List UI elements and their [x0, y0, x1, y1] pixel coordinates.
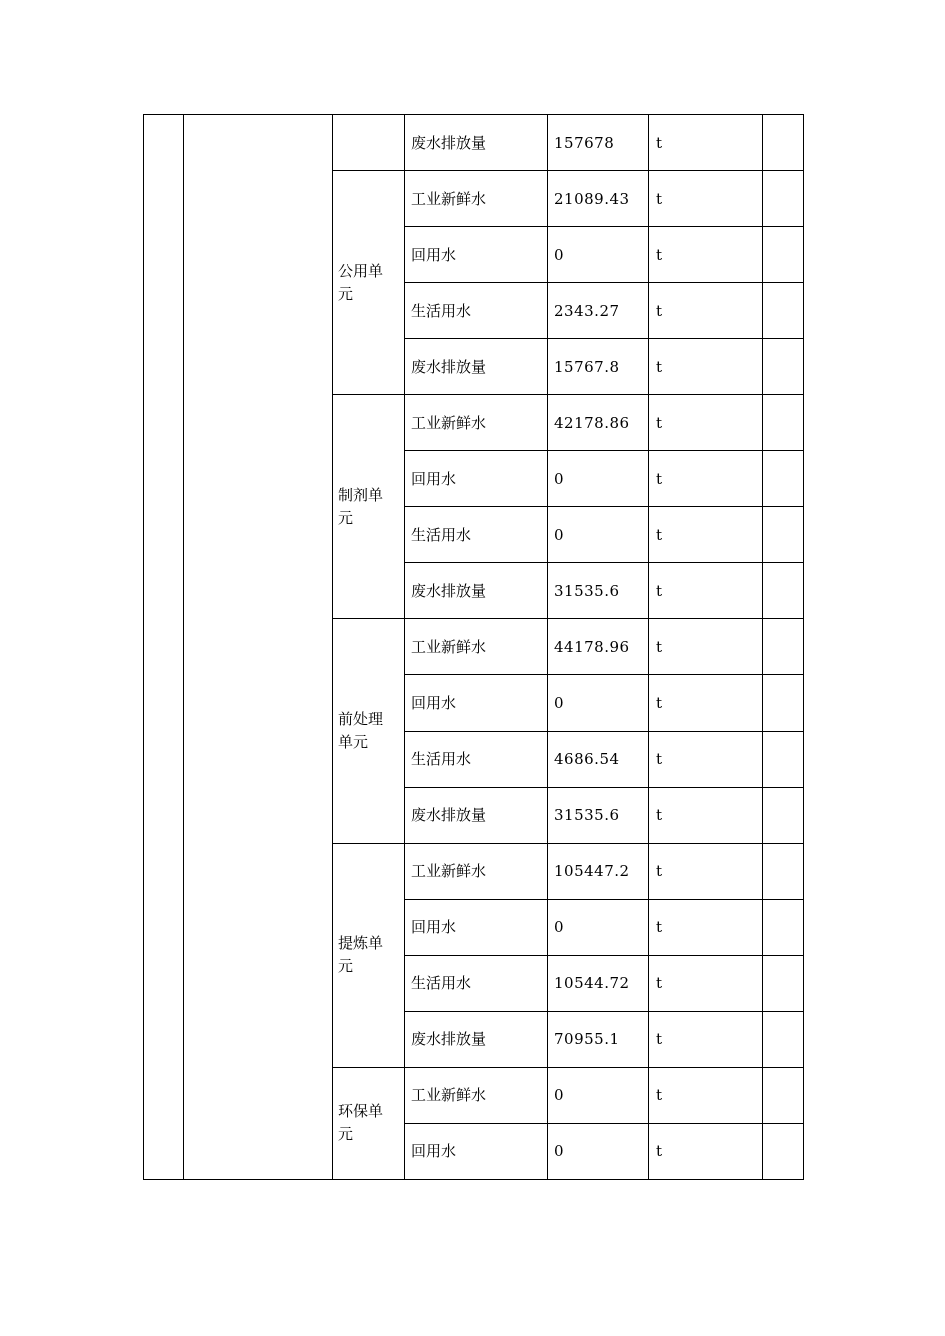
item-cell: 生活用水: [405, 283, 548, 339]
item-cell: 废水排放量: [405, 339, 548, 395]
unit-name-cell: [333, 1067, 405, 1179]
unit-name: 环保单元: [338, 1102, 384, 1144]
item-cell: 回用水: [405, 1123, 548, 1179]
unit-cell: t: [649, 619, 763, 675]
value-cell: 42178.86: [548, 395, 649, 451]
index-cell: [144, 115, 184, 1180]
value-cell: 31535.6: [548, 563, 649, 619]
remark-cell: [763, 1067, 804, 1123]
item-cell: 工业新鲜水: [405, 843, 548, 899]
value-cell: 157678: [548, 115, 649, 171]
unit-name: 制剂单元: [338, 485, 384, 527]
unit-name-cell: [333, 843, 405, 1067]
remark-cell: [763, 339, 804, 395]
value-cell: 105447.2: [548, 843, 649, 899]
remark-cell: [763, 115, 804, 171]
item-cell: 废水排放量: [405, 787, 548, 843]
value-cell: 0: [548, 1067, 649, 1123]
remark-cell: [763, 227, 804, 283]
unit-cell: t: [649, 843, 763, 899]
remark-cell: [763, 619, 804, 675]
item-cell: 回用水: [405, 899, 548, 955]
unit-cell: t: [649, 731, 763, 787]
unit-name-cell: [333, 619, 405, 843]
value-cell: 0: [548, 451, 649, 507]
unit-cell: t: [649, 1123, 763, 1179]
unit-name: 提炼单元: [338, 934, 384, 976]
value-cell: 31535.6: [548, 787, 649, 843]
remark-cell: [763, 787, 804, 843]
item-cell: 回用水: [405, 227, 548, 283]
unit-name-cell: [333, 171, 405, 395]
remark-cell: [763, 451, 804, 507]
item-cell: 工业新鲜水: [405, 171, 548, 227]
item-cell: 生活用水: [405, 731, 548, 787]
value-cell: 70955.1: [548, 1011, 649, 1067]
item-cell: 回用水: [405, 675, 548, 731]
item-cell: 废水排放量: [405, 115, 548, 171]
unit-cell: t: [649, 283, 763, 339]
remark-cell: [763, 395, 804, 451]
item-cell: 生活用水: [405, 507, 548, 563]
remark-cell: [763, 843, 804, 899]
water-usage-table: [143, 114, 804, 1180]
value-cell: 0: [548, 675, 649, 731]
value-cell: 10544.72: [548, 955, 649, 1011]
unit-name-cell: [333, 115, 405, 171]
remark-cell: [763, 675, 804, 731]
remark-cell: [763, 731, 804, 787]
value-cell: 4686.54: [548, 731, 649, 787]
item-cell: 工业新鲜水: [405, 619, 548, 675]
item-cell: 回用水: [405, 451, 548, 507]
remark-cell: [763, 507, 804, 563]
item-cell: 废水排放量: [405, 1011, 548, 1067]
item-cell: 工业新鲜水: [405, 395, 548, 451]
value-cell: 2343.27: [548, 283, 649, 339]
unit-cell: t: [649, 675, 763, 731]
table-row: [144, 115, 804, 171]
unit-cell: t: [649, 339, 763, 395]
value-cell: 44178.96: [548, 619, 649, 675]
value-cell: 21089.43: [548, 171, 649, 227]
unit-cell: t: [649, 1011, 763, 1067]
unit-cell: t: [649, 171, 763, 227]
remark-cell: [763, 899, 804, 955]
unit-name-cell: [333, 395, 405, 619]
remark-cell: [763, 1123, 804, 1179]
unit-cell: t: [649, 899, 763, 955]
item-cell: 生活用水: [405, 955, 548, 1011]
remark-cell: [763, 1011, 804, 1067]
unit-cell: t: [649, 1067, 763, 1123]
remark-cell: [763, 171, 804, 227]
unit-cell: t: [649, 787, 763, 843]
value-cell: 0: [548, 227, 649, 283]
unit-cell: t: [649, 227, 763, 283]
unit-cell: t: [649, 507, 763, 563]
remark-cell: [763, 283, 804, 339]
unit-cell: t: [649, 115, 763, 171]
remark-cell: [763, 955, 804, 1011]
item-cell: 工业新鲜水: [405, 1067, 548, 1123]
unit-cell: t: [649, 451, 763, 507]
value-cell: 0: [548, 507, 649, 563]
item-cell: 废水排放量: [405, 563, 548, 619]
unit-name: 前处理单元: [338, 710, 384, 752]
category-cell: [184, 115, 333, 1180]
value-cell: 15767.8: [548, 339, 649, 395]
value-cell: 0: [548, 899, 649, 955]
unit-cell: t: [649, 955, 763, 1011]
remark-cell: [763, 563, 804, 619]
unit-name: 公用单元: [338, 261, 384, 303]
unit-cell: t: [649, 563, 763, 619]
unit-cell: t: [649, 395, 763, 451]
value-cell: 0: [548, 1123, 649, 1179]
